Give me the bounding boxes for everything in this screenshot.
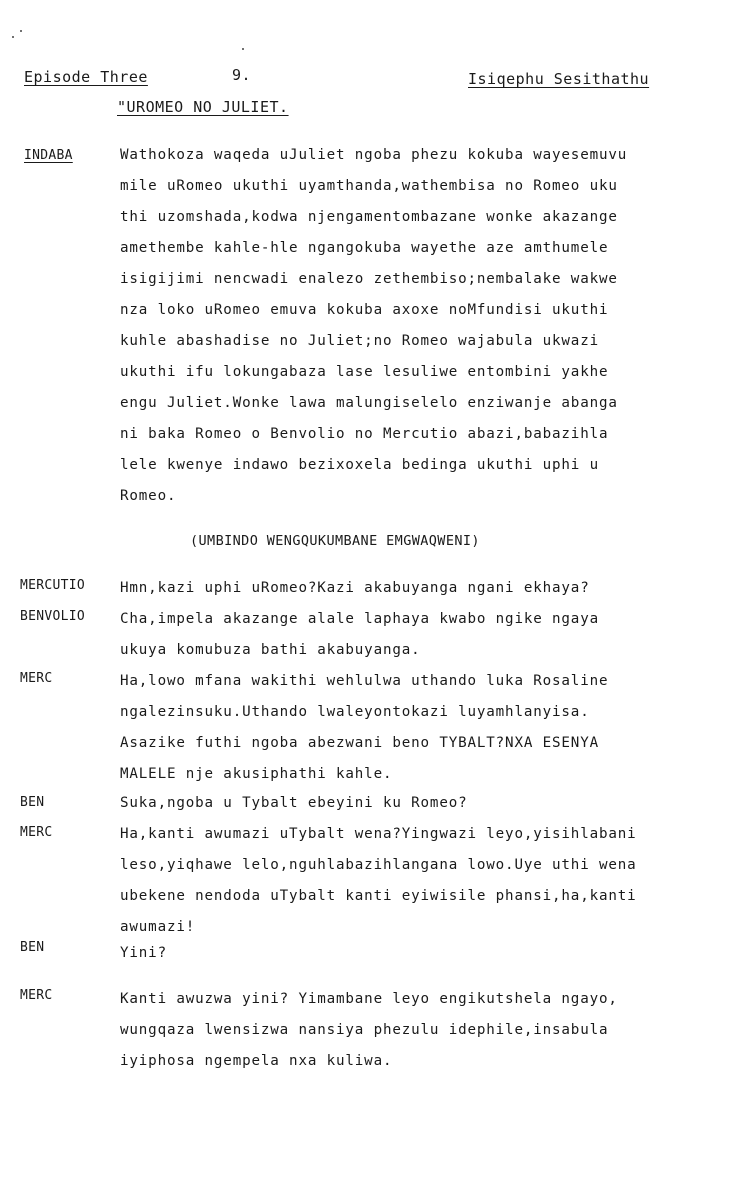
- speaker-label: MERC: [20, 825, 53, 840]
- text-line: MALELE nje akusiphathi kahle.: [120, 766, 393, 782]
- text-line: wungqaza lwensizwa nansiya phezulu idephile,insabula: [120, 1022, 609, 1038]
- episode-label: Episode Three: [24, 68, 148, 86]
- dialogue-block: [120, 604, 599, 666]
- speaker-label: BENVOLIO: [20, 609, 86, 624]
- text-line: ukuya komubuza bathi akabuyanga.: [120, 642, 421, 658]
- dialogue-block: [120, 984, 618, 1077]
- text-line: iyiphosa ngempela nxa kuliwa.: [120, 1053, 393, 1069]
- text-line: awumazi!: [120, 919, 196, 935]
- dialogue-block: [120, 573, 590, 604]
- text-line: Yini?: [120, 945, 167, 961]
- text-line: leso,yiqhawe lelo,nguhlabazihlangana lowo.Uye uthi wena: [120, 857, 637, 873]
- text-line: Kanti awuzwa yini? Yimambane leyo engikutshela ngayo,: [120, 991, 618, 1007]
- text-line: ni baka Romeo o Benvolio no Mercutio abazi,babazihla: [120, 426, 609, 442]
- text-line: lele kwenye indawo bezixoxela bedinga ukuthi uphi u: [120, 457, 599, 473]
- speaker-label: INDABA: [24, 148, 73, 163]
- scan-speck: [20, 30, 22, 32]
- text-line: amethembe kahle-hle ngangokuba wayethe aze amthumele: [120, 240, 609, 256]
- dialogue-block: [120, 666, 608, 790]
- text-line: mile uRomeo ukuthi uyamthanda,wathembisa no Romeo uku: [120, 178, 618, 194]
- scan-speck: [12, 36, 14, 38]
- text-line: thi uzomshada,kodwa njengamentombazane wonke akazange: [120, 209, 618, 225]
- text-line: Wathokoza waqeda uJuliet ngoba phezu kokuba wayesemuvu: [120, 147, 628, 163]
- dialogue-block: [120, 788, 468, 819]
- text-line: Romeo.: [120, 488, 177, 504]
- speaker-label: MERC: [20, 671, 53, 686]
- dialogue-block: [120, 819, 637, 943]
- scan-speck: [242, 48, 244, 50]
- page-title: "UROMEO NO JULIET.: [117, 98, 289, 116]
- text-line: Ha,kanti awumazi uTybalt wena?Yingwazi leyo,yisihlabani: [120, 826, 637, 842]
- speaker-label: BEN: [20, 795, 45, 810]
- text-line: engu Juliet.Wonke lawa malungiselelo enziwanje abanga: [120, 395, 618, 411]
- text-line: ubekene nendoda uTybalt kanti eyiwisile phansi,ha,kanti: [120, 888, 637, 904]
- text-line: kuhle abashadise no Juliet;no Romeo wajabula ukwazi: [120, 333, 599, 349]
- text-line: Asazike futhi ngoba abezwani beno TYBALT?NXA ESENYA: [120, 735, 599, 751]
- speaker-label: MERC: [20, 988, 53, 1003]
- text-line: nza loko uRomeo emuva kokuba axoxe noMfundisi ukuthi: [120, 302, 609, 318]
- text-line: Ha,lowo mfana wakithi wehlulwa uthando luka Rosaline: [120, 673, 609, 689]
- speaker-label: BEN: [20, 940, 45, 955]
- text-line: Cha,impela akazange alale laphaya kwabo ngike ngaya: [120, 611, 599, 627]
- text-line: Hmn,kazi uphi uRomeo?Kazi akabuyanga ngani ekhaya?: [120, 580, 590, 596]
- text-line: Suka,ngoba u Tybalt ebeyini ku Romeo?: [120, 795, 468, 811]
- scene-heading: (UMBINDO WENGQUKUMBANE EMGWAQWENI): [190, 533, 480, 549]
- dialogue-block: [120, 938, 167, 969]
- speaker-label: MERCUTIO: [20, 578, 86, 593]
- isigephu-label: Isiqephu Sesithathu: [468, 70, 650, 88]
- text-line: ukuthi ifu lokungabaza lase lesuliwe entombini yakhe: [120, 364, 609, 380]
- page-number: 9.: [232, 66, 252, 84]
- text-line: ngalezinsuku.Uthando lwaleyontokazi luyamhlanyisa.: [120, 704, 590, 720]
- text-line: isigijimi nencwadi enalezo zethembiso;nembalake wakwe: [120, 271, 618, 287]
- narration-block: [120, 140, 627, 512]
